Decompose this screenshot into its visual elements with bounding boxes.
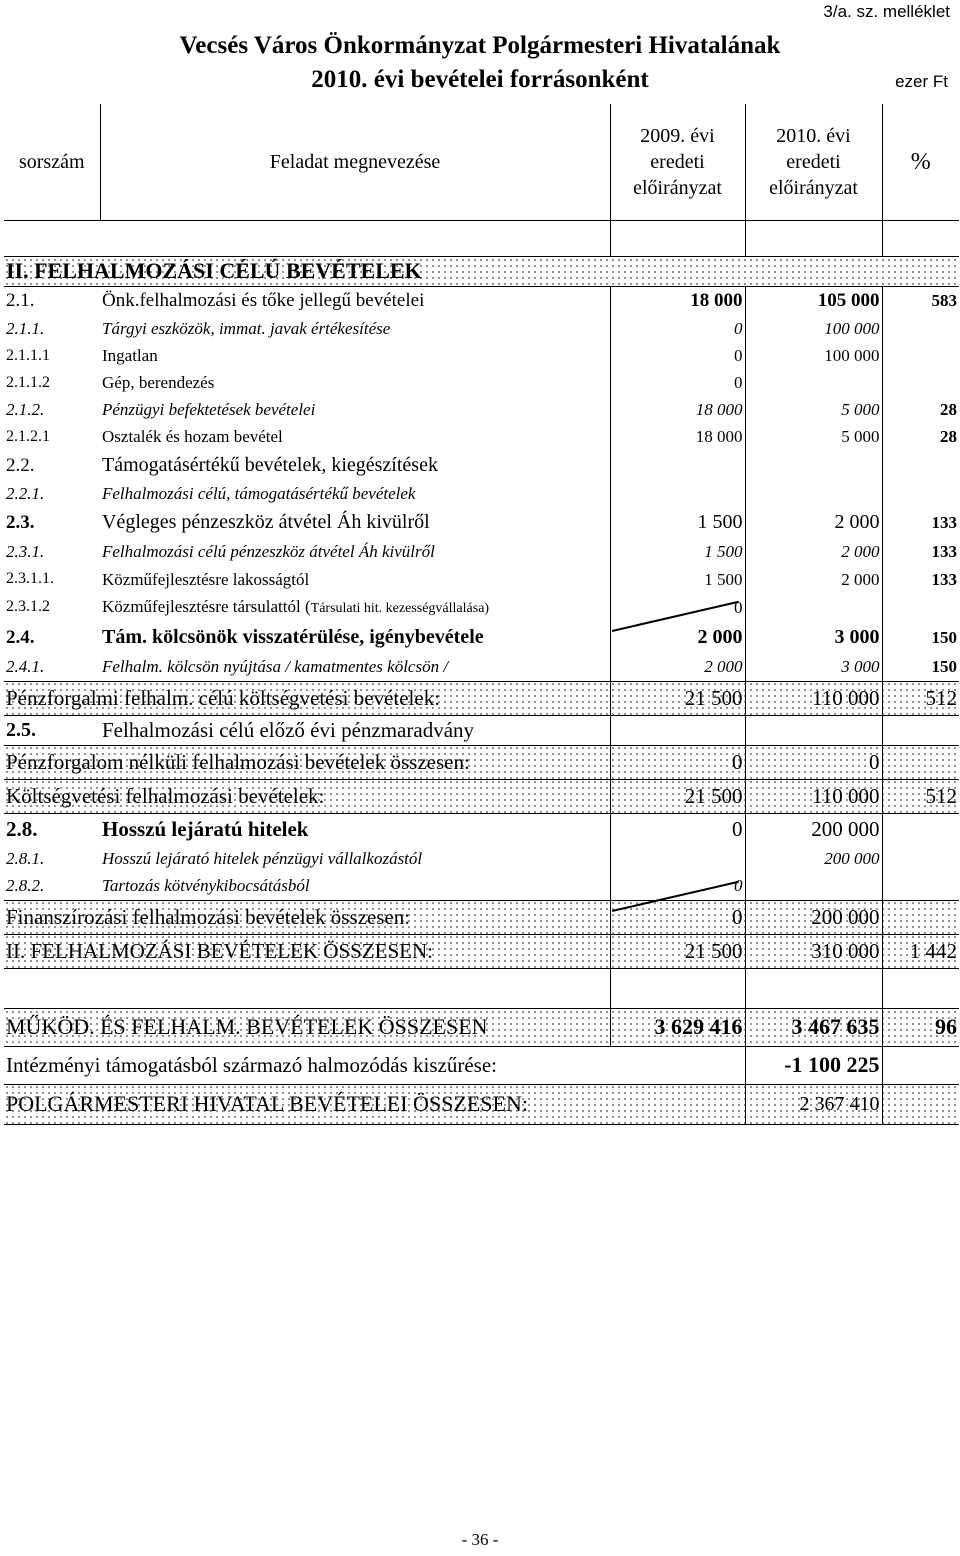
row-name: Gép, berendezés <box>102 373 215 392</box>
row-name: Ingatlan <box>102 346 158 365</box>
table-row <box>4 745 959 779</box>
row-value-2009: 2 000 <box>610 653 745 681</box>
row-code: 2.8.1. <box>6 849 45 868</box>
row-pct <box>882 342 959 369</box>
row-pct <box>882 593 959 621</box>
row-value-2009: 0 <box>610 315 745 342</box>
row-pct <box>882 900 959 934</box>
row-value-2010: 2 000 <box>745 565 882 593</box>
row-value-2010: 100 000 <box>745 315 882 342</box>
row-pct: 133 <box>882 538 959 565</box>
table-row <box>4 256 959 286</box>
summary-intezmeny-label: Intézményi támogatásból származó halmozódás kiszűrése: <box>6 1052 497 1077</box>
row-code: 2.5. <box>6 719 36 741</box>
summary-row-mukod <box>4 1008 959 1046</box>
row-pct <box>882 813 959 845</box>
row-name: Tárgyi eszközök, immat. javak értékesítése <box>102 319 391 338</box>
row-pct: 28 <box>882 423 959 450</box>
row-value-2009: 1 500 <box>610 506 745 538</box>
table-row <box>4 621 959 653</box>
spacer-row <box>4 968 959 1008</box>
row-value-2010: 3 000 <box>745 621 882 653</box>
table-row <box>4 538 959 565</box>
header-2010-line1: 2010. évi <box>776 124 851 147</box>
row-value-2009: 0 <box>610 369 745 396</box>
row-value-2010: 5 000 <box>745 423 882 450</box>
row-code: 2.1.2. <box>6 400 45 419</box>
spacer-row <box>4 220 959 256</box>
row-code: 2.4. <box>6 626 35 648</box>
table-header-row <box>4 104 959 220</box>
row-name: Önk.felhalmozási és tőke jellegű bevételei <box>102 290 425 312</box>
page-title-line1: Vecsés Város Önkormányzat Polgármesteri Hivatalának <box>179 32 781 59</box>
row-pct <box>882 845 959 872</box>
summary-mukod-pct: 96 <box>882 1008 959 1046</box>
table-row <box>4 813 959 845</box>
row-pct: 133 <box>882 506 959 538</box>
row-value-2009: 0 <box>610 593 745 621</box>
row-value-2009: 21 500 <box>610 934 745 968</box>
row-value-2009: 18 000 <box>610 286 745 315</box>
unit-label: ezer Ft <box>895 72 948 91</box>
row-value-2010: 110 000 <box>745 681 882 715</box>
header-2010-line3: előirányzat <box>769 176 858 199</box>
row-code: 2.1.1.2 <box>6 373 50 391</box>
row-code: 2.3.1.1. <box>6 570 54 587</box>
summary-mukod-2010: 3 467 635 <box>745 1008 882 1046</box>
row-name: Osztalék és hozam bevétel <box>102 427 283 446</box>
header-2009-line3: előirányzat <box>633 176 722 199</box>
row-value-2009: 0 <box>610 342 745 369</box>
row-code: 2.8. <box>6 816 38 841</box>
row-value-2009: 0 <box>610 900 745 934</box>
row-value-2010: 110 000 <box>745 779 882 813</box>
row-code: 2.3. <box>6 511 35 533</box>
table-row <box>4 423 959 450</box>
table-row <box>4 369 959 396</box>
row-pct <box>882 315 959 342</box>
table-row <box>4 396 959 423</box>
annex-label: 3/a. sz. melléklet <box>823 2 950 21</box>
row-pct: 512 <box>882 779 959 813</box>
row-name: II. FELHALMOZÁSI BEVÉTELEK ÖSSZESEN: <box>6 938 433 963</box>
row-value-2009: 1 500 <box>610 538 745 565</box>
row-value-2010: 200 000 <box>745 845 882 872</box>
row-pct: 1 442 <box>882 934 959 968</box>
summary-polg-label: POLGÁRMESTERI HIVATAL BEVÉTELEI ÖSSZESEN: <box>6 1091 528 1116</box>
table-row <box>4 565 959 593</box>
row-name: Végleges pénzeszköz átvétel Áh kivülről <box>102 511 430 533</box>
row-value-2010: 200 000 <box>745 813 882 845</box>
row-code: 2.1. <box>6 290 35 312</box>
row-pct: 28 <box>882 396 959 423</box>
table-row <box>4 779 959 813</box>
row-value-2010: 5 000 <box>745 396 882 423</box>
header-2010-line2: eredeti <box>786 150 841 173</box>
row-code: 2.3.1. <box>6 542 45 561</box>
table-row <box>4 934 959 968</box>
row-pct: 583 <box>882 286 959 315</box>
row-value-2009: 21 500 <box>610 681 745 715</box>
row-value-2009: 1 500 <box>610 565 745 593</box>
table-row <box>4 315 959 342</box>
summary-intezmeny-value: -1 100 225 <box>745 1046 882 1084</box>
row-code: 2.2.1. <box>6 483 45 503</box>
row-name: Pénzforgalmi felhalm. célú költségvetési bevételek: <box>6 685 441 710</box>
row-pct <box>882 872 959 900</box>
summary-mukod-2009: 3 629 416 <box>610 1008 745 1046</box>
row-name: Tám. kölcsönök visszatérülése, igénybevétele <box>102 626 484 648</box>
row-code: 2.2. <box>6 454 35 476</box>
table-row <box>4 715 959 745</box>
row-name: Tartozás kötvénykibocsátásból <box>102 876 310 896</box>
header-sorszam: sorszám <box>4 104 100 220</box>
row-value-2010: 100 000 <box>745 342 882 369</box>
row-value-2010: 105 000 <box>745 286 882 315</box>
row-name: Hosszú lejárató hitelek pénzügyi vállalkozástól <box>102 849 423 868</box>
row-value-2010: 310 000 <box>745 934 882 968</box>
row-name: Pénzforgalom nélküli felhalmozási bevételek összesen: <box>6 749 470 774</box>
header-2009-line1: 2009. évi <box>640 124 715 147</box>
header-pct: % <box>882 104 959 220</box>
table-row <box>4 450 959 480</box>
table-row <box>4 653 959 681</box>
row-value-2010 <box>745 593 882 621</box>
row-name: Hosszú lejáratú hitelek <box>102 816 309 841</box>
table-row <box>4 480 959 506</box>
row-value-2009: 21 500 <box>610 779 745 813</box>
row-pct <box>882 369 959 396</box>
table-row <box>4 342 959 369</box>
row-pct: 133 <box>882 565 959 593</box>
row-name <box>100 593 610 621</box>
row-code: 2.1.2.1 <box>6 427 50 445</box>
row-value-2009 <box>610 845 745 872</box>
row-value-2010: 3 000 <box>745 653 882 681</box>
row-value-2009: 0 <box>610 813 745 845</box>
row-name: Felhalmozási célú előző évi pénzmaradvány <box>102 717 475 742</box>
row-value-2009: 18 000 <box>610 396 745 423</box>
table-row <box>4 286 959 315</box>
summary-mukod-label: MŰKÖD. ÉS FELHALM. BEVÉTELEK ÖSSZESEN <box>6 1014 488 1039</box>
row-name-note: Társulati hit. kezességvállalása) <box>310 601 490 616</box>
summary-row-intezmeny <box>4 1046 959 1084</box>
row-name-main: Közműfejlesztésre társulattól ( <box>102 597 311 616</box>
row-pct: 150 <box>882 621 959 653</box>
row-name: Felhalmozási célú pénzeszköz átvétel Áh kivülről <box>102 542 435 561</box>
table-row <box>4 872 959 900</box>
row-name: Pénzügyi befektetések bevételei <box>102 400 316 419</box>
row-pct: 512 <box>882 681 959 715</box>
table-row <box>4 845 959 872</box>
row-name: Támogatásértékű bevételek, kiegészítések <box>102 454 438 476</box>
row-value-2010 <box>745 369 882 396</box>
row-name: Felhalmozási célú, támogatásértékű bevételek <box>102 483 416 503</box>
table-row <box>4 681 959 715</box>
row-pct: 150 <box>882 653 959 681</box>
row-value-2010: 200 000 <box>745 900 882 934</box>
row-pct <box>882 745 959 779</box>
table-row <box>4 593 959 621</box>
table-row <box>4 900 959 934</box>
row-code: 2.1.1. <box>6 319 45 338</box>
row-value-2009: 0 <box>610 745 745 779</box>
summary-row-polgarmesteri <box>4 1084 959 1124</box>
header-2009-line2: eredeti <box>650 150 705 173</box>
row-value-2010 <box>745 872 882 900</box>
row-name: Felhalm. kölcsön nyújtása / kamatmentes kölcsön / <box>102 657 449 677</box>
revenue-table <box>4 104 959 1125</box>
summary-polg-value: 2 367 410 <box>745 1084 882 1124</box>
header-2009 <box>610 104 745 220</box>
row-name: Finanszírozási felhalmozási bevételek összesen: <box>6 904 411 929</box>
row-value-2009: 2 000 <box>610 621 745 653</box>
row-name: Közműfejlesztésre lakosságtól <box>102 569 310 589</box>
row-name: Költségvetési felhalmozási bevételek: <box>6 783 325 808</box>
row-code: 2.3.1.2 <box>6 598 50 615</box>
page-title-line2: 2010. évi bevételei forrásonként <box>311 66 649 93</box>
row-value-2010: 0 <box>745 745 882 779</box>
row-code: 2.8.2. <box>6 876 45 896</box>
row-code: 2.1.1.1 <box>6 346 50 364</box>
header-2010 <box>745 104 882 220</box>
table-row <box>4 506 959 538</box>
row-value-2009: 18 000 <box>610 423 745 450</box>
page-number: - 36 - <box>461 1530 499 1549</box>
header-feladat: Feladat megnevezése <box>269 150 441 173</box>
row-value-2010: 2 000 <box>745 538 882 565</box>
row-value-2009: 0 <box>610 872 745 900</box>
row-value-2010: 2 000 <box>745 506 882 538</box>
row-name: II. FELHALMOZÁSI CÉLÚ BEVÉTELEK <box>6 258 422 283</box>
row-code: 2.4.1. <box>6 657 45 677</box>
